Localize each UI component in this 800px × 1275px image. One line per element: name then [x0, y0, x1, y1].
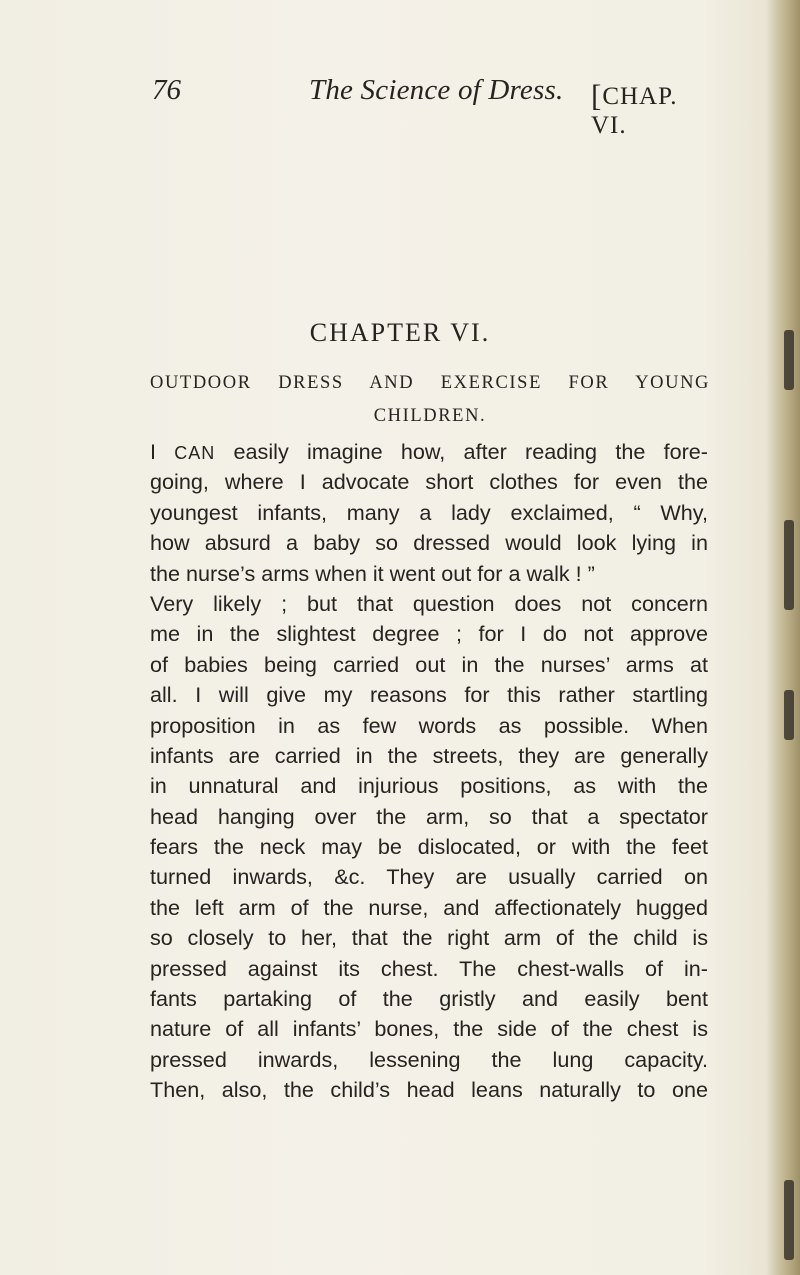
text-line: pressed against its chest. The chest-walls of in-: [150, 955, 708, 981]
text-line: the nurse’s arms when it went out for a walk ! ”: [150, 560, 595, 586]
text-line: in unnatural and injurious positions, as with the: [150, 773, 708, 799]
subtitle-line: CHILDREN.: [373, 406, 487, 426]
text-line: proposition in as few words as possible. When: [150, 712, 708, 738]
chapter-subtitle: [150, 367, 710, 433]
running-header: [152, 72, 712, 139]
binding-mark: [784, 520, 794, 610]
text-line: fears the neck may be dislocated, or with the feet: [150, 834, 708, 860]
text-line: how absurd a baby so dressed would look lying in: [150, 530, 708, 556]
text-line: head hanging over the arm, so that a spectator: [150, 803, 708, 829]
chapter-reference: [591, 76, 712, 140]
text-line: nature of all infants’ bones, the side of the chest is: [150, 1016, 708, 1042]
binding-mark: [784, 690, 794, 740]
opening-smallcaps: CAN: [174, 443, 216, 463]
text-line: all. I will give my reasons for this rather startling: [150, 682, 708, 708]
text-line: youngest infants, many a lady exclaimed, “ Why,: [150, 499, 708, 525]
text-line: of babies being carried out in the nurses’ arms at: [150, 651, 708, 677]
text-line: Then, also, the child’s head leans naturally to one: [150, 1077, 708, 1103]
text-line: fants partaking of the gristly and easily bent: [150, 986, 708, 1012]
page-number: 76: [152, 74, 181, 106]
page-edge-shadow: [766, 0, 800, 1275]
chapter-title: CHAPTER VI.: [309, 318, 491, 347]
binding-mark: [784, 1180, 794, 1260]
text-line: the left arm of the nurse, and affectionately hugged: [150, 894, 708, 920]
text-line: Very likely ; but that question does not concern: [150, 590, 708, 616]
text-line-content: easily imagine how, after reading the fore-: [215, 439, 708, 464]
running-title: The Science of Dress.: [309, 74, 564, 106]
body-paragraph: [150, 437, 708, 1106]
text-line: so closely to her, that the right arm of the child is: [150, 925, 708, 951]
text-line: going, where I advocate short clothes for even the: [150, 469, 708, 495]
text-line: me in the slightest degree ; for I do not approve: [150, 621, 708, 647]
opening-initial: I: [150, 439, 156, 464]
subtitle-line: OUTDOOR DRESS AND EXERCISE FOR YOUNG: [150, 373, 710, 393]
text-line: infants are carried in the streets, they are generally: [150, 742, 708, 768]
chapter-ref-text: CHAP. VI.: [591, 83, 678, 139]
text-line: turned inwards, &c. They are usually carried on: [150, 864, 708, 890]
chapter-ref-bracket: [: [591, 78, 603, 113]
text-line: pressed inwards, lessening the lung capacity.: [150, 1046, 708, 1072]
text-line: [150, 437, 708, 467]
